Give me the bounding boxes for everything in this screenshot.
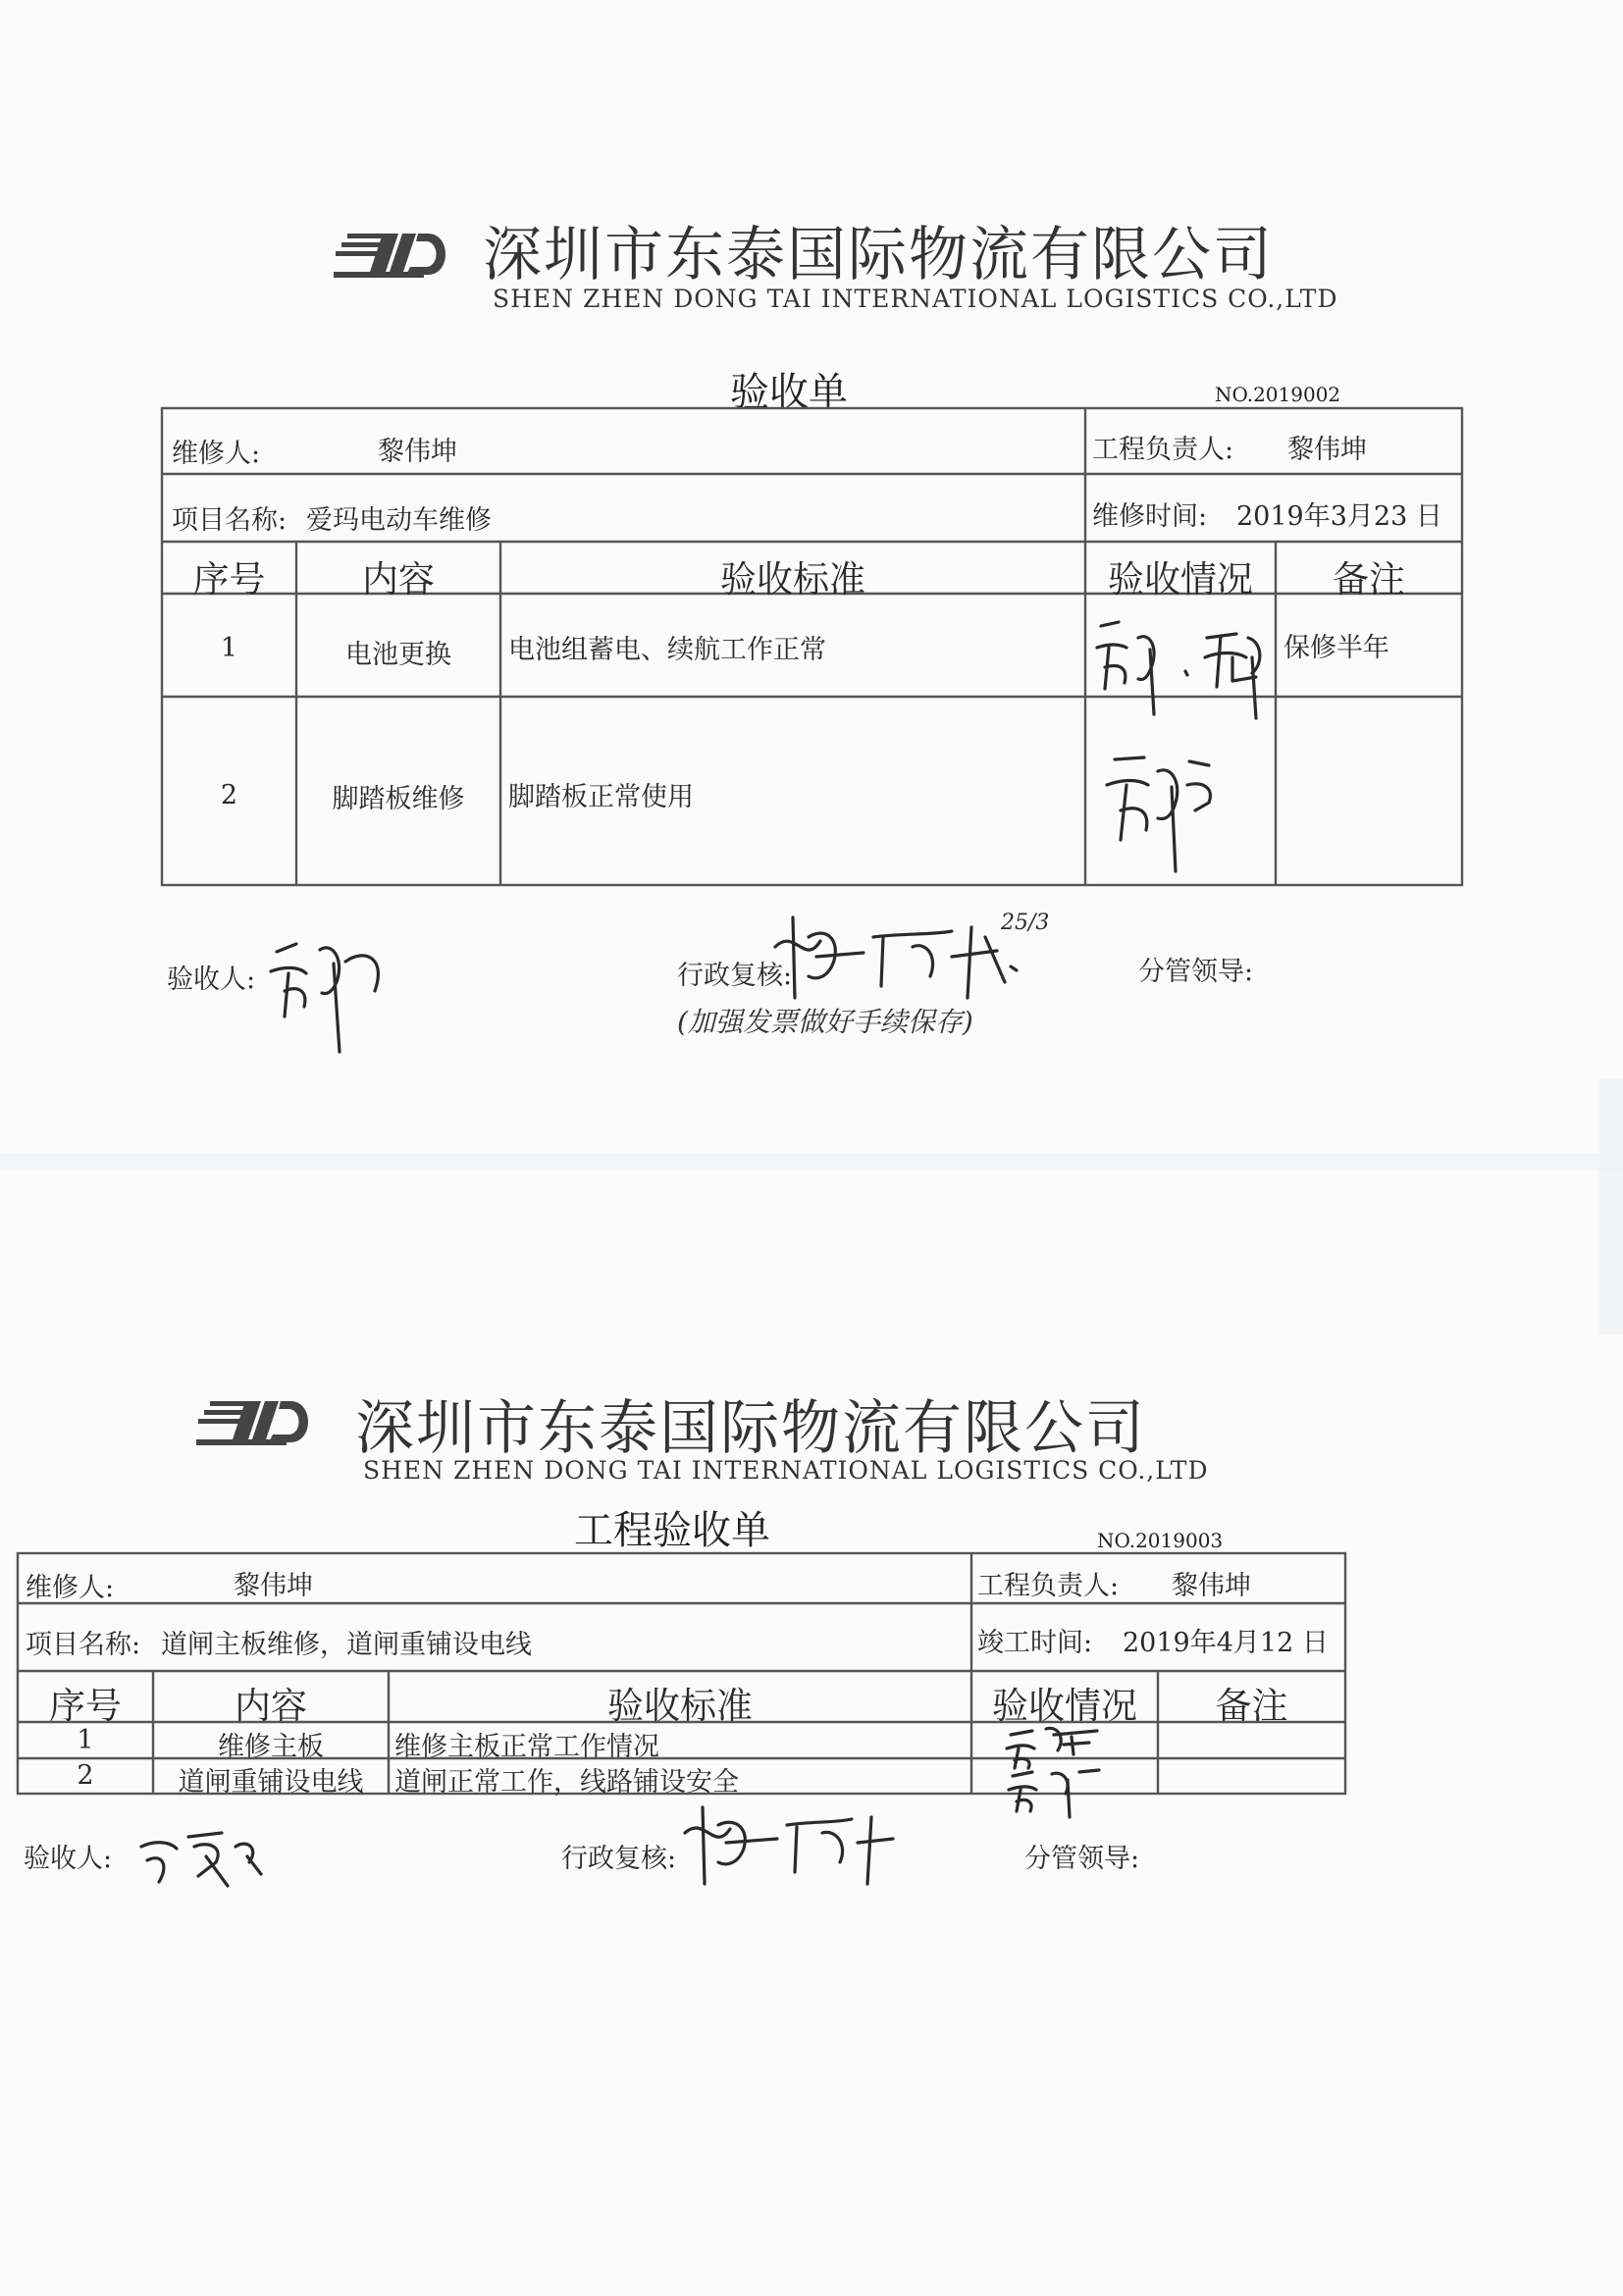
header-no: 序号 xyxy=(192,558,266,600)
repair-time-value: 2019年3月23 日 xyxy=(1236,501,1442,532)
row-no: 1 xyxy=(220,633,238,663)
acceptor-label: 验收人: xyxy=(24,1844,113,1874)
leader-label: 分管领导: xyxy=(1138,957,1254,987)
row-standard: 电池组蓄电、续航工作正常 xyxy=(508,635,826,665)
row-no: 1 xyxy=(77,1725,94,1755)
acceptor-label: 验收人: xyxy=(167,965,256,995)
engineer-value: 黎伟坤 xyxy=(1287,435,1367,465)
header-remark: 备注 xyxy=(1333,558,1405,600)
row-remark: 保修半年 xyxy=(1283,633,1389,663)
company-name-en: SHEN ZHEN DONG TAI INTERNATIONAL LOGISTICS CO.,LTD xyxy=(363,1456,1209,1485)
project-value: 道闸主板维修，道闸重铺设电线 xyxy=(161,1630,532,1660)
document-number: NO.2019003 xyxy=(1097,1529,1224,1552)
engineer-label: 工程负责人: xyxy=(977,1571,1120,1601)
row-content: 脚踏板维修 xyxy=(332,784,465,814)
row-no: 2 xyxy=(220,780,238,810)
document-title: 验收单 xyxy=(730,370,848,415)
header-status: 验收情况 xyxy=(992,1685,1137,1727)
engineer-value: 黎伟坤 xyxy=(1172,1571,1251,1601)
row-standard: 脚踏板正常使用 xyxy=(508,782,694,812)
repairer-label: 维修人: xyxy=(26,1573,115,1603)
document-number: NO.2019002 xyxy=(1215,383,1341,406)
admin-review-label: 行政复核: xyxy=(677,961,793,991)
header-no: 序号 xyxy=(49,1685,122,1727)
header-content: 内容 xyxy=(235,1685,307,1727)
acceptor-signature xyxy=(133,1817,281,1896)
engineer-label: 工程负责人: xyxy=(1092,435,1234,465)
header-standard: 验收标准 xyxy=(720,558,865,600)
row-content: 道闸重铺设电线 xyxy=(178,1767,364,1798)
completion-time-value: 2019年4月12 日 xyxy=(1123,1628,1329,1658)
row-standard: 道闸正常工作，线路铺设安全 xyxy=(394,1767,739,1798)
completion-time-label: 竣工时间: xyxy=(977,1628,1093,1658)
admin-review-signature xyxy=(675,1800,911,1888)
status-signature xyxy=(1003,1721,1121,1819)
row-no: 2 xyxy=(77,1760,94,1791)
project-label: 项目名称: xyxy=(172,505,288,536)
row-content: 电池更换 xyxy=(345,640,451,670)
company-name-en: SHEN ZHEN DONG TAI INTERNATIONAL LOGISTICS CO.,LTD xyxy=(493,285,1338,313)
company-name-cn: 深圳市东泰国际物流有限公司 xyxy=(355,1394,1146,1463)
header-status: 验收情况 xyxy=(1108,558,1253,600)
repair-time-label: 维修时间: xyxy=(1092,501,1208,532)
header-standard: 验收标准 xyxy=(607,1685,753,1727)
repairer-value: 黎伟坤 xyxy=(234,1571,313,1601)
admin-review-date: 25/3 xyxy=(1001,911,1050,935)
admin-review-label: 行政复核: xyxy=(561,1844,677,1874)
company-name-cn: 深圳市东泰国际物流有限公司 xyxy=(483,221,1274,289)
project-label: 项目名称: xyxy=(26,1630,141,1660)
row-content: 维修主板 xyxy=(218,1732,324,1762)
repairer-value: 黎伟坤 xyxy=(378,437,457,467)
row-standard: 维修主板正常工作情况 xyxy=(394,1732,659,1762)
header-remark: 备注 xyxy=(1215,1685,1288,1727)
header-content: 内容 xyxy=(362,558,435,600)
leader-label: 分管领导: xyxy=(1024,1844,1140,1874)
project-value: 爱玛电动车维修 xyxy=(306,505,492,536)
repairer-label: 维修人: xyxy=(172,439,261,469)
admin-review-note: (加强发票做好手续保存) xyxy=(677,1006,973,1038)
document-title: 工程验收单 xyxy=(574,1508,770,1553)
